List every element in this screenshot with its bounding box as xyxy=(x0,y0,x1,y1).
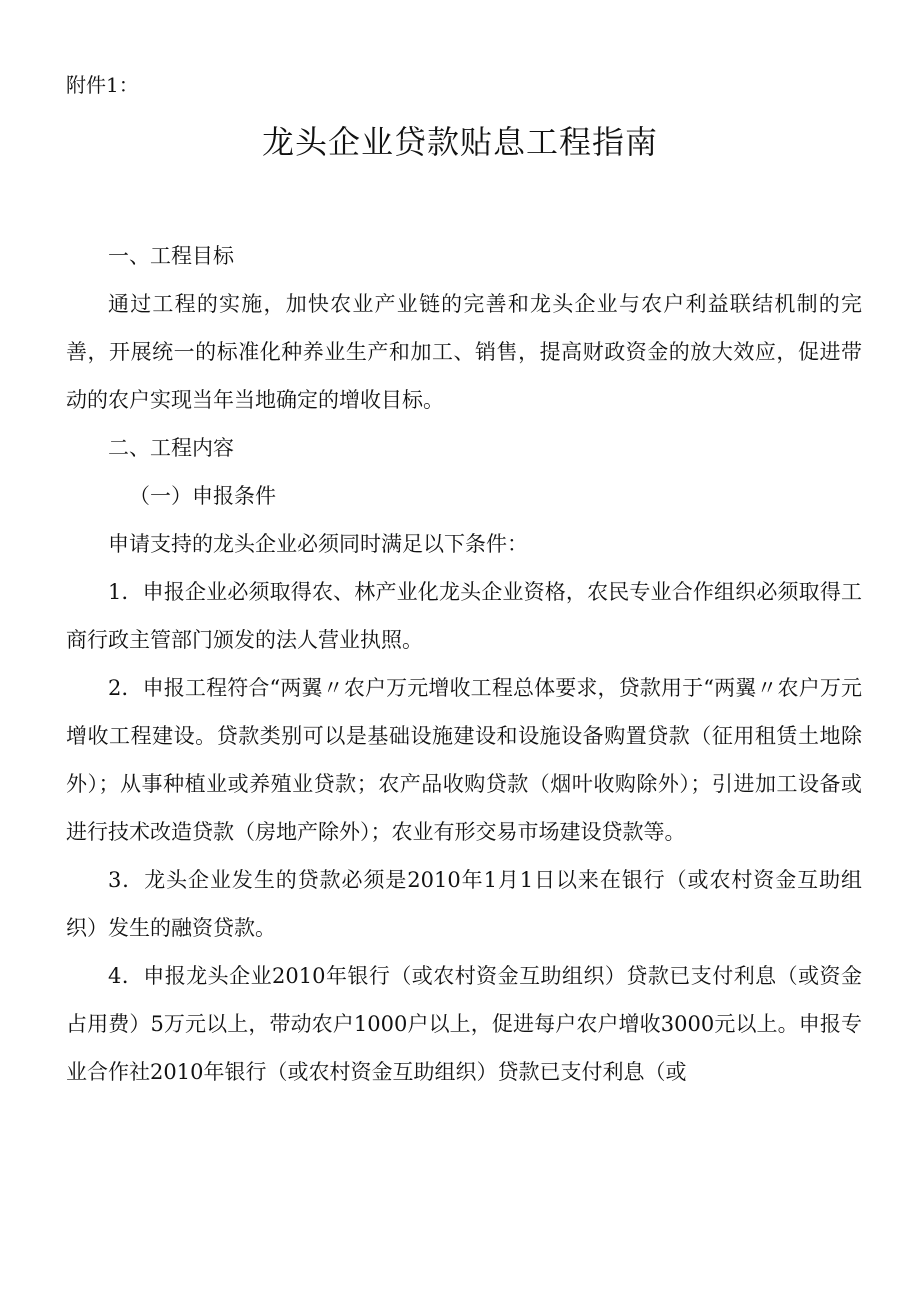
document-body xyxy=(66,232,862,1096)
document-title: 龙头企业贷款贴息工程指南 xyxy=(261,123,658,161)
list-item-condition-2: 2．申报工程符合“两翼〃农户万元增收工程总体要求，贷款用于“两翼〃农户万元增收工程建设。贷款类别可以是基础设施建设和设施设备购置贷款（征用租赁土地除外）；从事种植业或养殖业贷款；农产品收购贷款（烟叶收购除外）；引进加工设备或进行技术改造贷款（房地产除外）；农业有形交易市场建设贷款等。 xyxy=(66,676,862,844)
attachment-label: 附件1： xyxy=(66,73,139,97)
list-item-condition-4: 4．申报龙头企业2010年银行（或农村资金互助组织）贷款已支付利息（或资金占用费）5万元以上，带动农户1000户以上，促进每户农户增收3000元以上。申报专业合作社2010年银行（或农村资金互助组织）贷款已支付利息（或 xyxy=(66,964,862,1084)
subsection-heading-conditions: （一）申报条件 xyxy=(129,484,276,508)
list-item-condition-1: 1．申报企业必须取得农、林产业化龙头企业资格，农民专业合作组织必须取得工商行政主管部门颁发的法人营业执照。 xyxy=(66,580,862,652)
section-heading-content: 二、工程内容 xyxy=(108,436,234,460)
list-item-condition-3: 3．龙头企业发生的贷款必须是2010年1月1日以来在银行（或农村资金互助组织）发生的融资贷款。 xyxy=(66,868,862,940)
section-heading-goal: 一、工程目标 xyxy=(108,244,234,268)
paragraph-goal: 通过工程的实施，加快农业产业链的完善和龙头企业与农户利益联结机制的完善，开展统一的标准化种养业生产和加工、销售，提高财政资金的放大效应，促进带动的农户实现当年当地确定的增收目标。 xyxy=(66,292,862,412)
paragraph-conditions-intro: 申请支持的龙头企业必须同时满足以下条件： xyxy=(108,532,528,556)
